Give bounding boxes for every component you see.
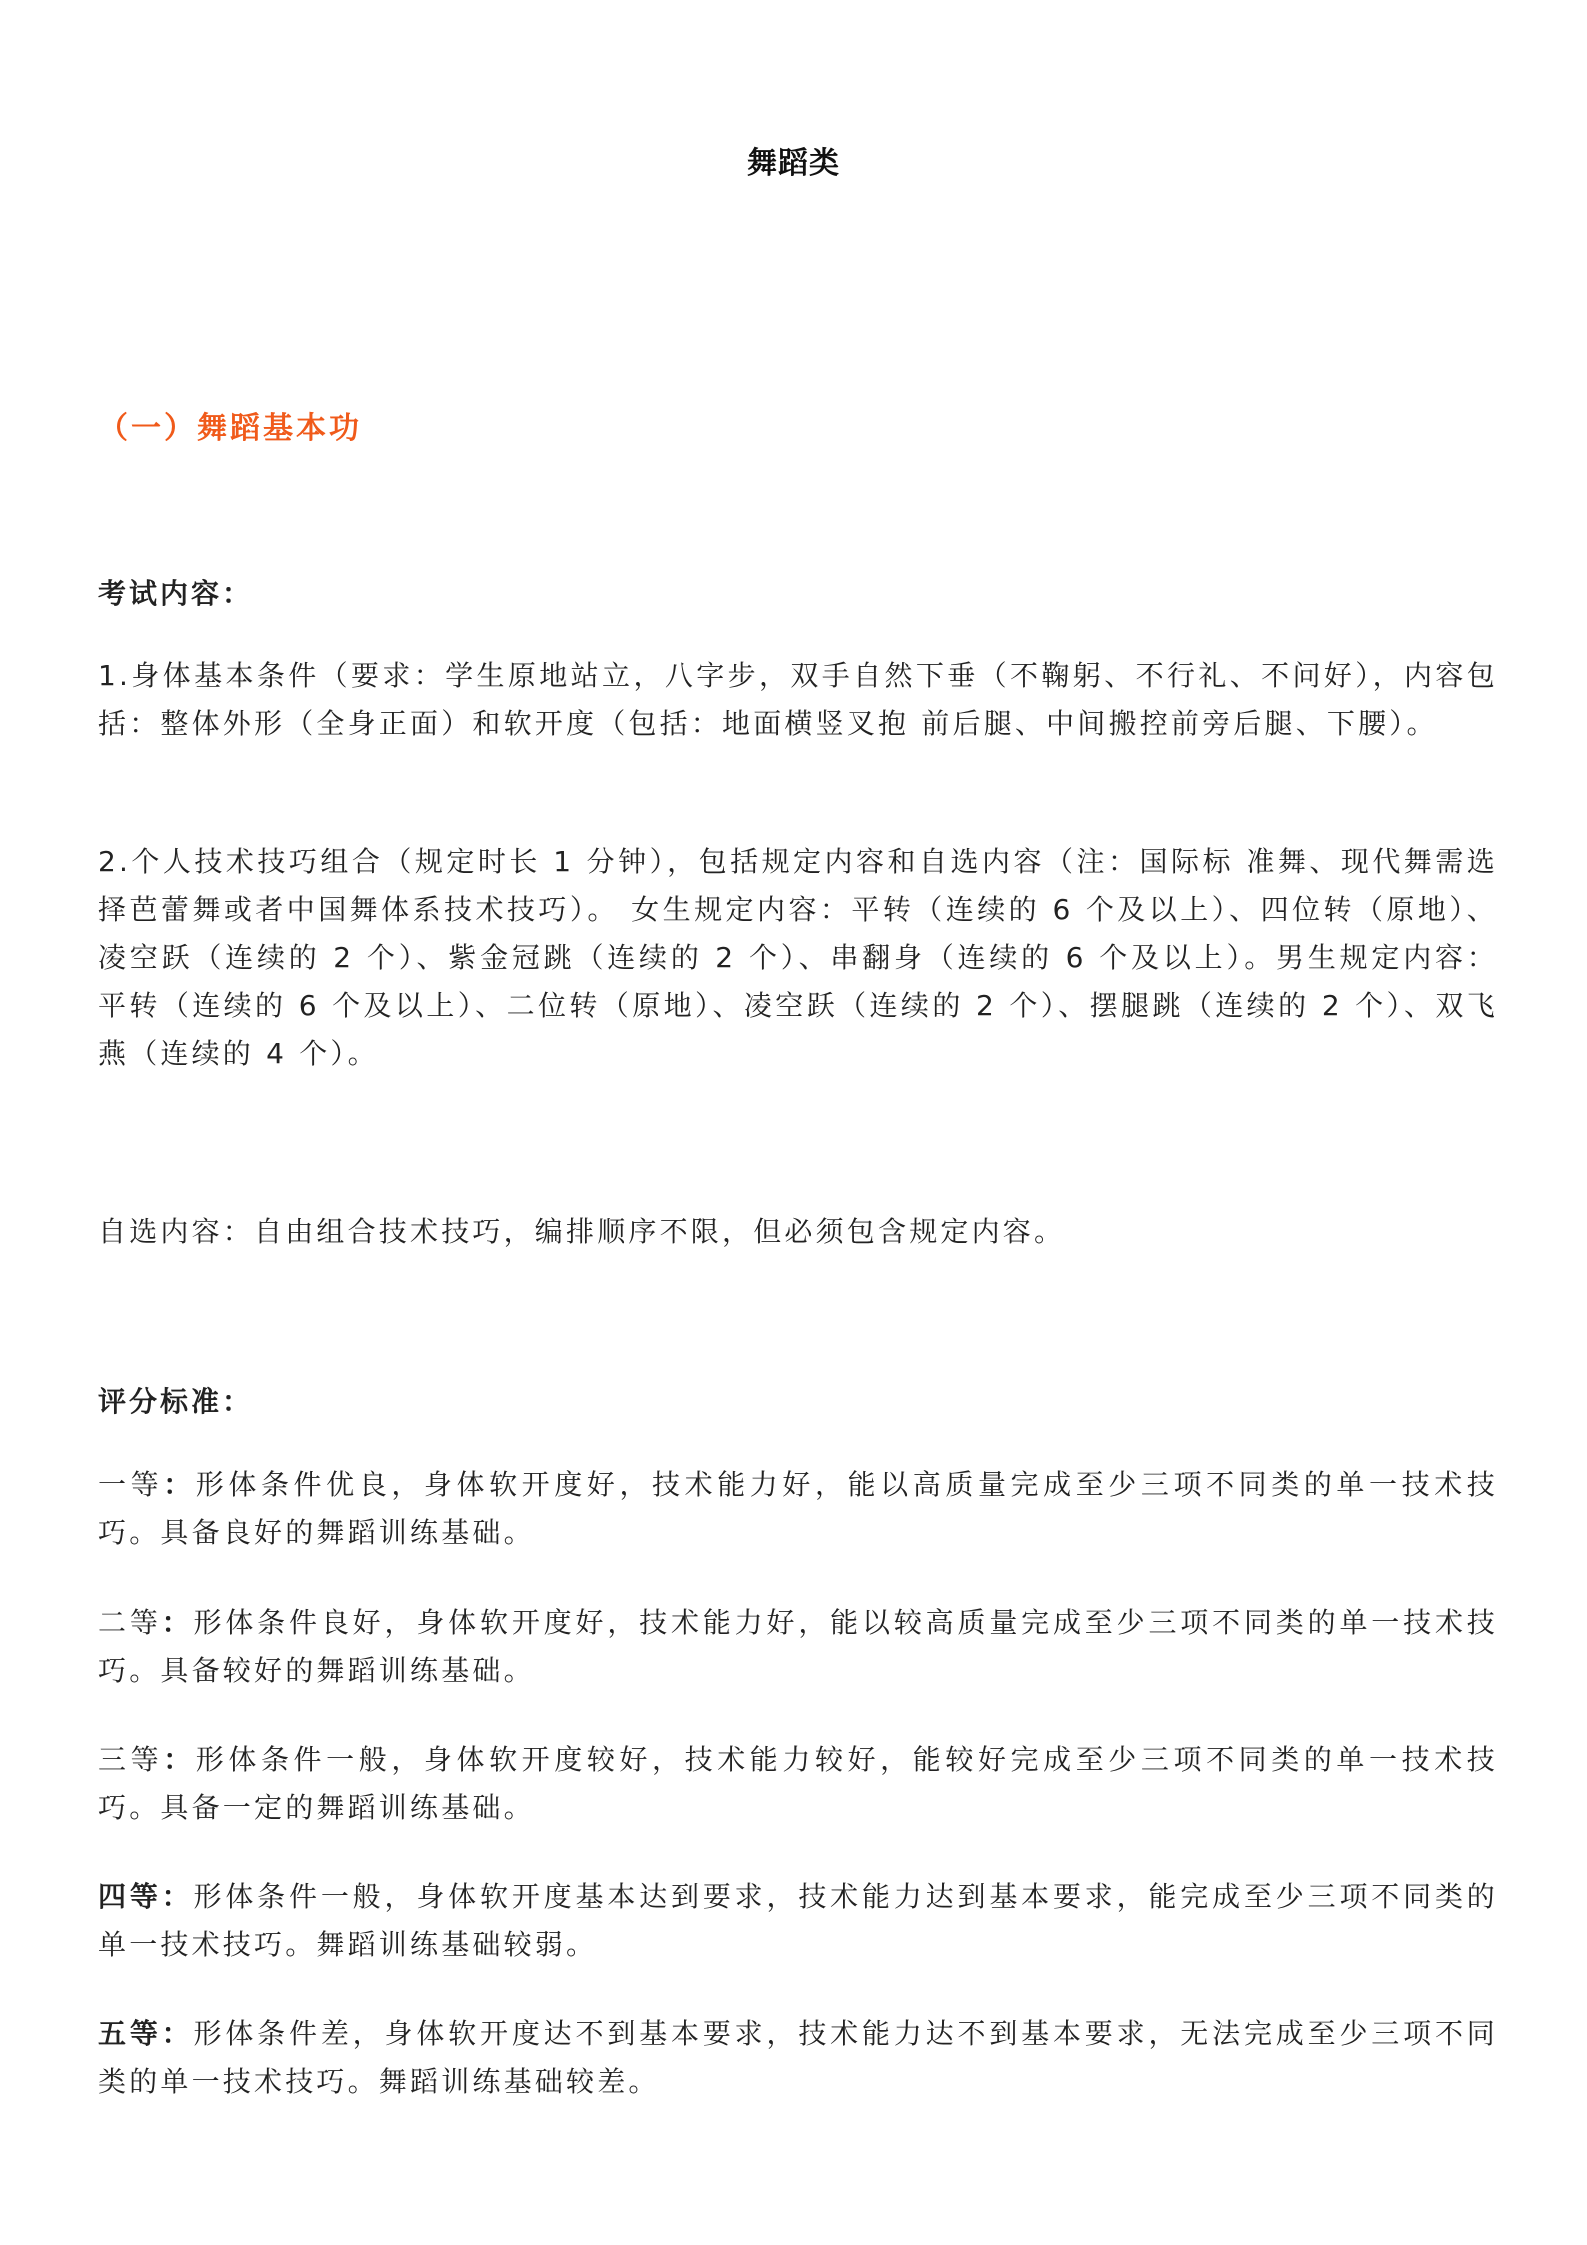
grade-1-name: 一等 [98,1468,164,1501]
grade-5-sep: ： [161,2017,194,2050]
grade-4-name: 四等 [98,1880,162,1913]
grade-3-sep: ： [163,1743,196,1776]
scoring-criteria-label: 评分标准： [98,1385,254,1418]
grade-1-text: 形体条件优良，身体软开度好，技术能力好，能以高质量完成至少三项不同类的单一技术技巧。具备良好的舞蹈训练基础。 [98,1468,1498,1549]
grade-5 [98,2010,1498,2106]
grade-3 [98,1736,1498,1832]
grade-3-text: 形体条件一般，身体软开度较好，技术能力较好，能较好完成至少三项不同类的单一技术技巧。具备一定的舞蹈训练基础。 [98,1743,1498,1824]
grade-4 [98,1873,1498,1969]
section-heading: （一）舞蹈基本功 [98,411,362,446]
grade-4-text: 形体条件一般，身体软开度基本达到要求，技术能力达到基本要求，能完成至少三项不同类的单一技术技巧。舞蹈训练基础较弱。 [98,1880,1498,1961]
grade-2 [98,1599,1498,1695]
grade-3-name: 三等 [98,1743,164,1776]
grade-2-text: 形体条件良好，身体软开度好，技术能力好，能以较高质量完成至少三项不同类的单一技术技巧。具备较好的舞蹈训练基础。 [98,1606,1498,1687]
exam-content-label: 考试内容： [98,577,254,610]
grade-4-sep: ： [161,1880,194,1913]
document-title: 舞蹈类 [747,146,840,181]
optional-content: 自选内容：自由组合技术技巧，编排顺序不限，但必须包含规定内容。 [98,1215,1066,1248]
exam-item-1: 1.身体基本条件（要求：学生原地站立，八字步，双手自然下垂（不鞠躬、不行礼、不问好），内容包括：整体外形（全身正面）和软开度（包括：地面横竖叉抱 前后腿、中间搬控前旁后腿、下腰）。 [98,659,1498,740]
grade-5-text: 形体条件差，身体软开度达不到基本要求，技术能力达不到基本要求，无法完成至少三项不同类的单一技术技巧。舞蹈训练基础较差。 [98,2017,1498,2098]
grade-1 [98,1461,1498,1557]
exam-item-2: 2.个人技术技巧组合（规定时长 1 分钟），包括规定内容和自选内容（注：国际标 准舞、现代舞需选择芭蕾舞或者中国舞体系技术技巧）。 女生规定内容：平转（连续的 6 个及以上）、四位转（原地）、凌空跃（连续的 2 个）、紫金冠跳（连续的 2 个）、串翻身（连续的 6 个及以上）。男生规定内容：平转（连续的 6 个及以上）、二位转（原地）、凌空跃（连续的 2 个）、摆腿跳（连续的 2 个）、双飞燕（连续的 4 个）。 [98,845,1498,1070]
grade-1-sep: ： [163,1468,196,1501]
grade-2-name: 二等 [98,1606,162,1639]
grade-5-name: 五等 [98,2017,162,2050]
grade-2-sep: ： [161,1606,194,1639]
